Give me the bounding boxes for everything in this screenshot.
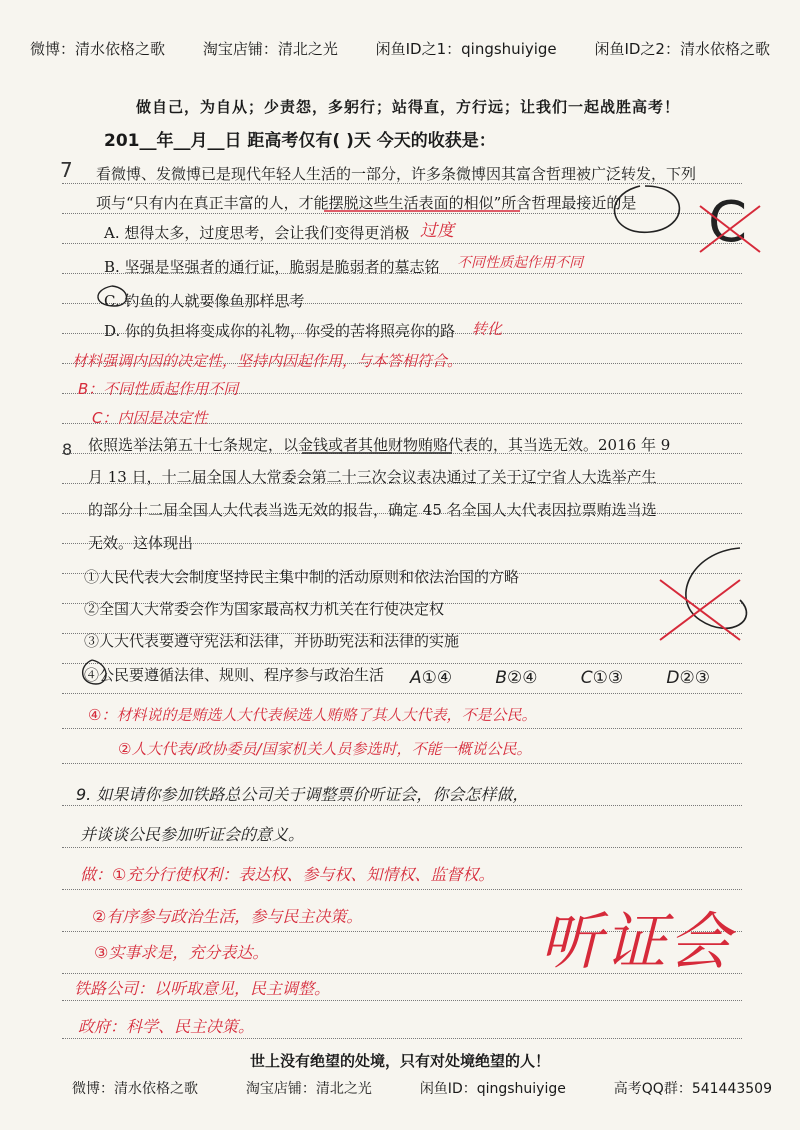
header-xianyu-1: 闲鱼ID之1：qingshuiyige	[375, 40, 557, 58]
q7-stem-line-2: 项与“只有内在真正丰富的人，才能摆脱这些生活表面的相似”所含哲理最接近的是	[96, 194, 637, 212]
q8-option-d: D②③	[666, 668, 710, 688]
q9-handwritten-answer-2: ②有序参与政治生活，参与民主决策。	[92, 907, 363, 926]
q9-big-title: 听证会	[540, 905, 733, 978]
q7-handwritten-analysis-3: C：内因是决定性	[92, 409, 208, 427]
q7-handwritten-analysis-2: B：不同性质起作用不同	[78, 380, 239, 398]
q7-x-mark	[700, 206, 760, 252]
motto: 做自己，为自从；少责怨，多躬行；站得直，方行远；让我们一起战胜高考！	[135, 98, 680, 116]
q7-option-d: D. 你的负担将变成你的礼物，你受的苦将照亮你的路	[104, 322, 456, 340]
question-8-number: 8	[62, 440, 73, 459]
question-7-number: 7	[60, 158, 73, 182]
footer-motto: 世上没有绝望的处境，只有对处境绝望的人！	[249, 1052, 550, 1070]
date-line: 201__年__月__日 距高考仅有( )天 今天的收获是：	[104, 131, 496, 151]
q8-option-c: C①③	[580, 668, 624, 688]
q7-stem-line-1: 看微博、发微博已是现代年轻人生活的一部分，许多条微博因其富含哲理被广泛转发，下列	[96, 165, 697, 183]
q7-note-d: 转化	[472, 320, 503, 338]
q7-circle-mark	[615, 186, 680, 232]
q8-item-2: ②全国人大常委会作为国家最高权力机关在行使决定权	[84, 600, 445, 618]
q7-handwritten-analysis-1: 材料强调内因的决定性，坚持内因起作用，与本答相符合。	[72, 352, 463, 370]
q9-line-2: 并谈谈公民参加听证会的意义。	[80, 825, 305, 844]
header-weibo: 微博：清水依格之歌	[30, 40, 166, 58]
q9-handwritten-answer-1: 做：①充分行使权利：表达权、参与权、知情权、监督权。	[80, 865, 495, 884]
q8-option-a: A①④	[410, 668, 453, 688]
q9-handwritten-answer-5: 政府：科学、民主决策。	[78, 1017, 255, 1036]
q7-answer-mark: C	[708, 190, 748, 255]
q7-option-b: B. 坚强是坚强者的通行证，脆弱是脆弱者的墓志铭	[104, 258, 440, 276]
q8-stem-line-3: 的部分十二届全国人大代表当选无效的报告，确定 45 名全国人大代表因拉票贿选当选	[88, 501, 657, 519]
q8-c-mark	[686, 548, 747, 628]
q8-handwritten-analysis-1: ④：材料说的是贿选人大代表候选人贿赂了其人大代表，不是公民。	[88, 706, 537, 724]
footer-taobao: 淘宝店铺：清北之光	[245, 1081, 372, 1097]
header-xianyu-2: 闲鱼ID之2：清水依格之歌	[594, 40, 770, 58]
q8-item-4: ④公民要遵循法律、规则、程序参与政治生活	[84, 666, 385, 684]
q7-note-a: 过度	[420, 221, 454, 241]
q9-line-1: 9. 如果请你参加铁路总公司关于调整票价听证会，你会怎样做，	[76, 785, 529, 804]
q7-option-c: C. 钓鱼的人就要像鱼那样思考	[104, 292, 305, 310]
q8-x-mark	[660, 580, 740, 640]
q9-handwritten-answer-4: 铁路公司：以听取意见，民主调整。	[74, 979, 331, 998]
q8-stem-line-1: 依照选举法第五十七条规定，以金钱或者其他财物贿赂代表的，其当选无效。2016 年 9	[88, 436, 671, 454]
q7-option-c-circle	[98, 286, 127, 306]
header-taobao: 淘宝店铺：清北之光	[202, 40, 338, 58]
q8-item-1: ①人民代表大会制度坚持民主集中制的活动原则和依法治国的方略	[84, 568, 520, 586]
q8-handwritten-analysis-2: ②人大代表/政协委员/国家机关人员参选时，不能一概说公民。	[118, 740, 532, 758]
footer-qq: 高考QQ群：541443509	[613, 1081, 772, 1097]
q8-item-4-circle	[83, 660, 106, 684]
footer-xianyu: 闲鱼ID：qingshuiyige	[419, 1081, 566, 1097]
footer-weibo: 微博：清水依格之歌	[72, 1081, 198, 1097]
q8-stem-line-2: 月 13 日，十二届全国人大常委会第二十三次会议表决通过了关于辽宁省人大选举产生	[88, 468, 657, 486]
q7-option-a: A. 想得太多，过度思考，会让我们变得更消极	[104, 224, 410, 242]
footer-bar	[72, 1078, 772, 1098]
q7-note-b: 不同性质起作用不同	[457, 255, 583, 271]
q8-stem-line-4: 无效。这体现出	[88, 534, 194, 552]
q8-item-3: ③人大代表要遵守宪法和法律，并协助宪法和法律的实施	[84, 632, 460, 650]
q9-handwritten-answer-3: ③实事求是，充分表达。	[94, 943, 269, 962]
q8-option-b: B②④	[495, 668, 538, 688]
